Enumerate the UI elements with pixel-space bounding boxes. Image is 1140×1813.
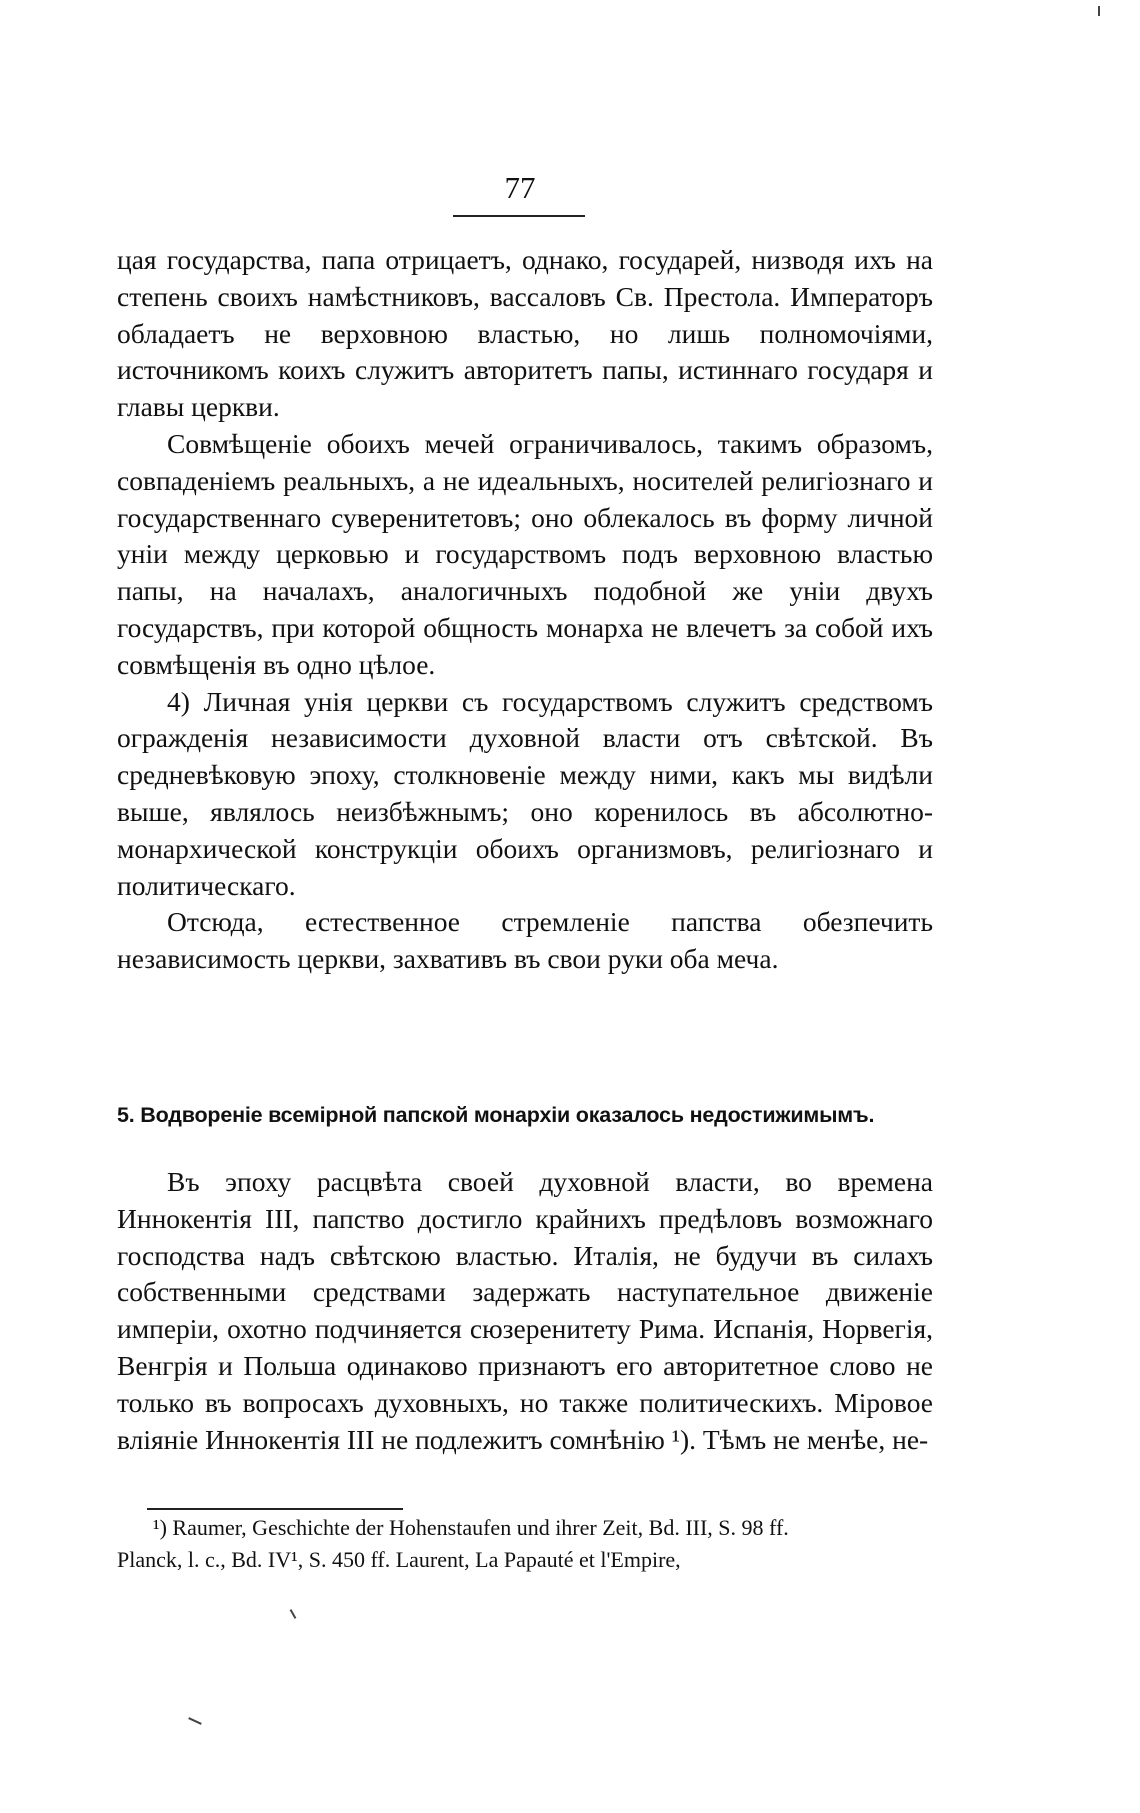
- body-text-top: [117, 242, 933, 978]
- scan-speck: [290, 1609, 297, 1619]
- body-text-bottom: [117, 1164, 933, 1458]
- scan-speck: [188, 1717, 202, 1725]
- paragraph: Въ эпоху расцвѣта своей духовной власти, во времена Иннокентія III, папство достигло крайнихъ предѣловъ возможнаго господства надъ свѣтскою властью. Италія, не будучи въ силахъ собственными средствами задержать наступательное движеніе имперіи, охотно подчиняется сюзеренитету Рима. Испанія, Норвегія, Венгрія и Польша одинаково признаютъ его авторитетное слово не только въ вопросахъ духовныхъ, но также политическихъ. Міровое вліяніе Иннокентія III не подлежитъ сомнѣнію ¹). Тѣмъ не менѣе, не-: [117, 1166, 933, 1455]
- page-number-rule: [453, 215, 585, 217]
- footnote-rule: [147, 1508, 403, 1510]
- paragraph: Совмѣщеніе обоихъ мечей ограничивалось, такимъ образомъ, совпаденіемъ реальныхъ, а не идеальныхъ, носителей религіознаго и государственнаго суверенитетовъ; оно облекалось въ форму личной уніи между церковью и государствомъ подъ верховною властью папы, на началахъ, аналогичныхъ подобной же уніи двухъ государствъ, при которой общность монарха не влечетъ за собой ихъ совмѣщенія въ одно цѣлое.: [117, 427, 933, 680]
- paragraph: Отсюда, естественное стремленіе папства обезпечить независимость церкви, захвативъ въ свои руки оба меча.: [117, 906, 933, 975]
- paragraph: цая государства, папа отрицаетъ, однако, государей, низводя ихъ на степень своихъ намѣстниковъ, вассаловъ Св. Престола. Императоръ обладаетъ не верховною властью, но лишь полномочіями, источникомъ коихъ служитъ авторитетъ папы, истиннаго государя и главы церкви.: [117, 244, 933, 423]
- section-heading: 5. Водвореніе всемірной папской монархіи оказалось недостижимымъ.: [117, 1103, 875, 1127]
- scan-speck: [1098, 6, 1100, 16]
- footnote-line: Planck, l. c., Bd. IV¹, S. 450 ff. Laurent, La Papauté et l'Empire,: [117, 1547, 681, 1572]
- footnote-line: ¹) Raumer, Geschichte der Hohenstaufen und ihrer Zeit, Bd. III, S. 98 ff.: [153, 1515, 789, 1540]
- page-number: 77: [504, 170, 536, 205]
- paragraph: 4) Личная унія церкви съ государствомъ служитъ средствомъ огражденія независимости духовной власти отъ свѣтской. Въ средневѣковую эпоху, столкновеніе между ними, какъ мы видѣли выше, являлось неизбѣжнымъ; оно коренилось въ абсолютно-монархической конструкціи обоихъ организмовъ, религіознаго и политическаго.: [117, 685, 933, 901]
- footnotes: [117, 1512, 933, 1576]
